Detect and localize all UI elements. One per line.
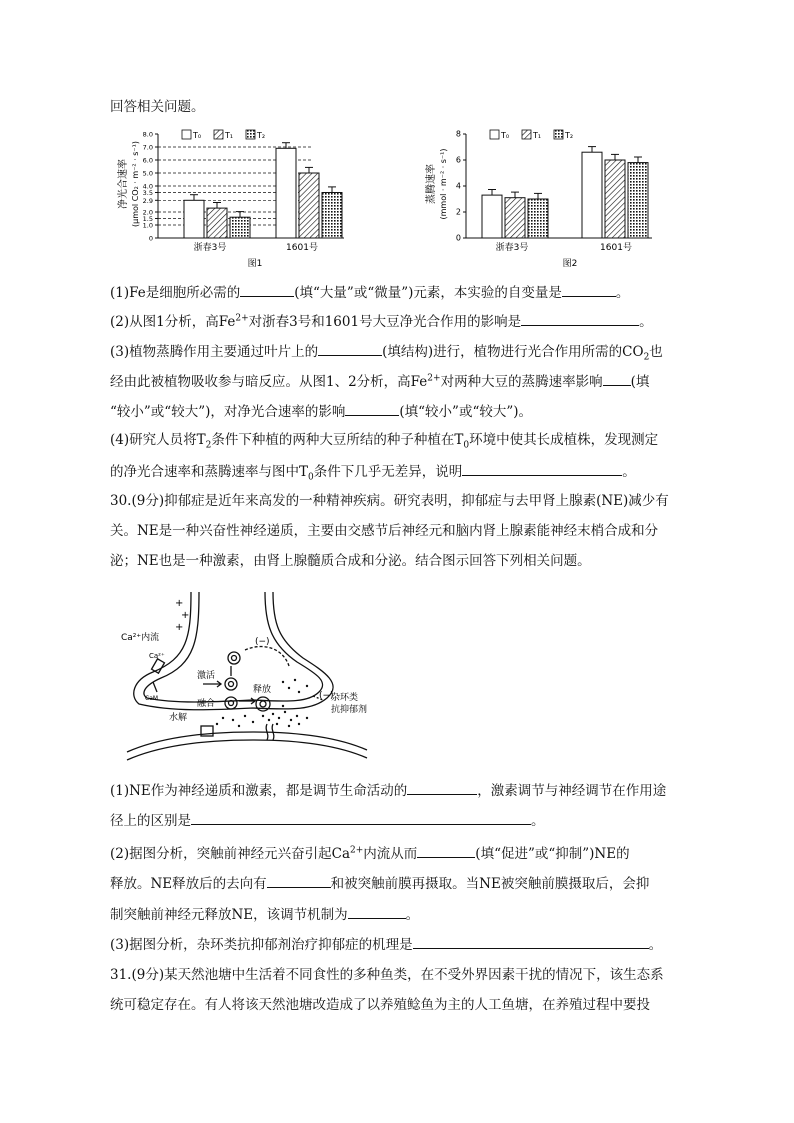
q30-p1-text-b: ，激素调节与神经调节在作用途 [477,783,667,799]
y-tick-label: 8.0 [142,130,153,139]
answer-blank[interactable] [462,461,622,476]
q30-part2-line3 [110,904,419,924]
superscript: 2+ [427,373,441,384]
plus-sign: + [175,598,184,609]
q30-p2-text-a: (2)据图分析，突触前神经元兴奋引起Ca [110,846,351,862]
q29-p3l2-text-b: 对两种大豆的蒸腾速率影响 [440,374,603,390]
plus-sign: + [181,610,190,621]
y-tick-label: 4.0 [142,182,153,191]
label-release: 释放 [253,685,272,695]
q29-p4-text-a: (4)研究人员将T [110,432,206,448]
figure-2-y-axis-label [424,148,448,219]
q29-p3-text-a: (3)植物蒸腾作用主要通过叶片上的 [110,344,319,360]
figure-2-bars [482,147,648,238]
bar-T₁-浙春3号 [505,198,525,238]
q29-p4-text-b: 条件下种植的两种大豆所结的种子种植在T [211,432,464,448]
bar-T₁-1601号 [605,160,625,238]
bar-T₂-浙春3号 [230,217,250,238]
q30-p1-text-a: (1)NE作为神经递质和激素，都是调节生命活动的 [110,783,408,799]
plus-sign: + [175,622,184,633]
bar-T₁-1601号 [299,173,319,238]
answer-blank[interactable] [318,341,382,356]
synapse-diagram [113,588,375,770]
y-tick-label: 2.0 [142,208,153,217]
y-tick-label: 5.0 [142,169,153,178]
bar-T₀-1601号 [276,148,296,238]
legend-swatch-1 [522,130,531,139]
q31-stem-line1: 31.(9分)某天然池塘中生活着不同食性的多种鱼类，在不受外界因素干扰的情况下，该生态系 [110,967,664,983]
answer-blank[interactable] [603,371,631,386]
q29-part4-line2 [110,461,636,481]
legend-label-1: T₁ [225,131,234,140]
figure-1-net-photosynthesis-chart [112,124,352,274]
q30-part2-line1 [110,843,630,863]
bar-T₀-浙春3号 [184,200,204,238]
superscript: 2+ [235,313,249,324]
q29-p1-text-b: (填“大量”或“微量”)元素，本实验的自变量是 [294,285,562,301]
label-fuse: 融合 [197,699,216,709]
answer-blank[interactable] [417,843,475,858]
q29-p2-text-b: 对浙春3号和1601号大豆净光合作用的影响是 [248,314,522,330]
q29-p4l2-text-c: 。 [622,464,636,480]
answer-blank[interactable] [562,282,616,297]
q30-part2-line2 [110,873,649,893]
q29-p3l2-text-c: (填 [630,374,650,390]
q29-p4l2-text-b: 条件下几乎无差异，说明 [313,464,463,480]
q29-part1 [110,282,629,302]
q29-p3-text-b: (填结构)进行，植物进行光合作用所需的CO [382,344,644,360]
q29-part3-line1 [110,341,663,361]
label-drug-line1: 杂环类 [331,693,359,703]
y-tick-label: 7.0 [142,143,153,152]
subscript: 2 [205,440,212,451]
legend-swatch-1 [214,130,223,139]
q30-p3-text-a: (3)据图分析，杂环类抗抑郁剂治疗抑郁症的机理是 [110,937,413,953]
q29-p4-text-c: 环境中使其长成植株，发现测定 [469,432,659,448]
bar-T₂-1601号 [628,163,648,238]
label-ca: Ca²⁺ [149,652,165,660]
y-tick-label: 4 [455,181,461,191]
q30-part1-line2 [110,810,545,830]
q29-p3l3-text-a: “较小”或“较大”)，对净光合速率的影响 [110,404,346,420]
y-tick-label: 0 [455,233,461,243]
y-tick-label: 8 [455,129,461,139]
q29-p2-text-c: 。 [639,314,653,330]
q30-p2l2-text-b: 和被突触前膜再摄取。当NE被突触前膜摄取后，会抑 [330,876,650,892]
q30-part3 [110,934,662,954]
q29-p3l3-text-b: (填“较小”或“较大”)。 [399,404,533,420]
figure-2-category-label: 浙春3号 [495,243,529,253]
answer-blank[interactable] [345,401,399,416]
legend-swatch-0 [182,130,191,139]
q30-part1-line1 [110,780,666,800]
label-drug-line2: 抗抑郁剂 [331,705,368,715]
legend-swatch-2 [554,130,563,139]
q29-part3-line3 [110,401,532,421]
q29-p4l2-text-a: 的净光合速率和蒸腾速率与图中T [110,464,309,480]
legend-label-0: T₀ [193,131,202,140]
y-tick-label: 1.5 [142,215,153,223]
y-tick-label: 2 [455,207,461,217]
y-tick-label: 1.0 [142,221,153,230]
bar-T₂-1601号 [322,193,342,239]
q30-p2-text-b: 内流从而 [363,846,418,862]
answer-blank[interactable] [407,780,477,795]
figure-1-category-label: 浙春3号 [193,243,227,253]
answer-blank[interactable] [413,934,649,949]
figure-2-ylabel-line2: (mmol · m⁻² · s⁻¹) [439,148,448,220]
y-tick-label: 0 [148,234,153,243]
q30-p1l2-text-b: 。 [531,813,545,829]
q30-p2l3-text-b: 。 [405,907,420,923]
q30-p2l3-text-a: 制突触前神经元释放NE，该调节机制为 [110,907,348,923]
q29-p2-text-a: (2)从图1分析，高Fe [110,314,236,330]
q30-p2l2-text-a: 释放。NE释放后的去向有 [110,876,267,892]
q30-stem-line3: 泌；NE也是一种激素，由肾上腺髓质合成和分泌。结合图示回答下列相关问题。 [110,553,591,569]
bar-T₁-浙春3号 [207,208,227,238]
q29-p1-text-c: 。 [615,285,630,301]
figure-2-caption: 图2 [562,259,578,269]
q31-stem-line2: 统可稳定存在。有人将该天然池塘改造成了以养殖鲶鱼为主的人工鱼塘，在养殖过程中要投 [110,997,650,1013]
q29-p3-text-c: 也 [649,344,663,360]
legend-label-2: T₂ [565,131,574,140]
bar-T₀-浙春3号 [482,195,502,238]
answer-blank[interactable] [191,810,531,825]
legend-swatch-0 [490,130,499,139]
label-hydrolysis: 水解 [169,713,188,723]
q30-p1l2-text-a: 径上的区别是 [110,813,191,829]
label-activate: 激活 [197,671,216,681]
legend-swatch-2 [246,130,255,139]
figure-1-y-axis-label [116,141,140,227]
figure-1-caption: 图1 [247,259,263,269]
label-inhibit-1: (−) [255,637,270,647]
y-tick-label: 6 [455,155,461,165]
bar-T₀-1601号 [582,152,602,238]
q30-stem-line2: 关。NE是一种兴奋性神经递质，主要由交感节后神经元和脑内肾上腺素能神经末梢合成和分 [110,523,659,539]
legend-label-1: T₁ [533,131,542,140]
answer-blank[interactable] [267,873,331,888]
figure-1-category-label: 1601号 [286,243,318,253]
figure-1-bars [184,143,342,238]
q29-part3-line2 [110,371,649,391]
figure-2-ylabel-line1: 蒸腾速率 [426,164,437,204]
figure-1-ylabel-line2: (μmol CO₂ · m⁻² · s⁻¹) [131,141,140,227]
bar-T₂-浙春3号 [528,199,548,238]
q29-part2 [110,311,653,331]
q30-p2-text-c: (填“促进”或“抑制”)NE的 [475,846,630,862]
superscript: 2+ [350,845,364,856]
subscript: 0 [463,440,470,451]
intro-text: 回答相关问题。 [110,99,205,115]
figure-2-legend [490,130,573,140]
answer-blank[interactable] [348,904,406,919]
label-ca-inflow: Ca²⁺内流 [121,633,160,643]
answer-blank[interactable] [240,282,294,297]
label-inhibit-2: (−) [319,691,334,701]
legend-label-2: T₂ [257,131,266,140]
q29-part4-line1 [110,431,658,449]
q29-p1-text-a: (1)Fe是细胞所必需的 [110,285,241,301]
q30-stem-line1: 30.(9分)抑郁症是近年来高发的一种精神疾病。研究表明，抑郁症与去甲肾上腺素(NE)减少有 [110,493,669,509]
legend-label-0: T₀ [501,131,510,140]
q30-p3-text-b: 。 [648,937,663,953]
y-tick-label: 3.5 [142,189,153,197]
y-tick-label: 6.0 [142,156,153,165]
subscript: 0 [308,472,314,483]
figure-2-category-label: 1601号 [600,243,632,253]
figure-2-transpiration-chart [420,124,660,274]
y-tick-label: 2.9 [142,196,153,205]
figure-1-legend [182,130,265,140]
answer-blank[interactable] [521,311,639,326]
figure-1-ylabel-line1: 净光合速率 [118,159,129,209]
subscript: 2 [643,352,650,363]
q29-p3l2-text-a: 经由此被植物吸收参与暗反应。从图1、2分析，高Fe [110,374,428,390]
label-cam: CaM [145,695,159,702]
